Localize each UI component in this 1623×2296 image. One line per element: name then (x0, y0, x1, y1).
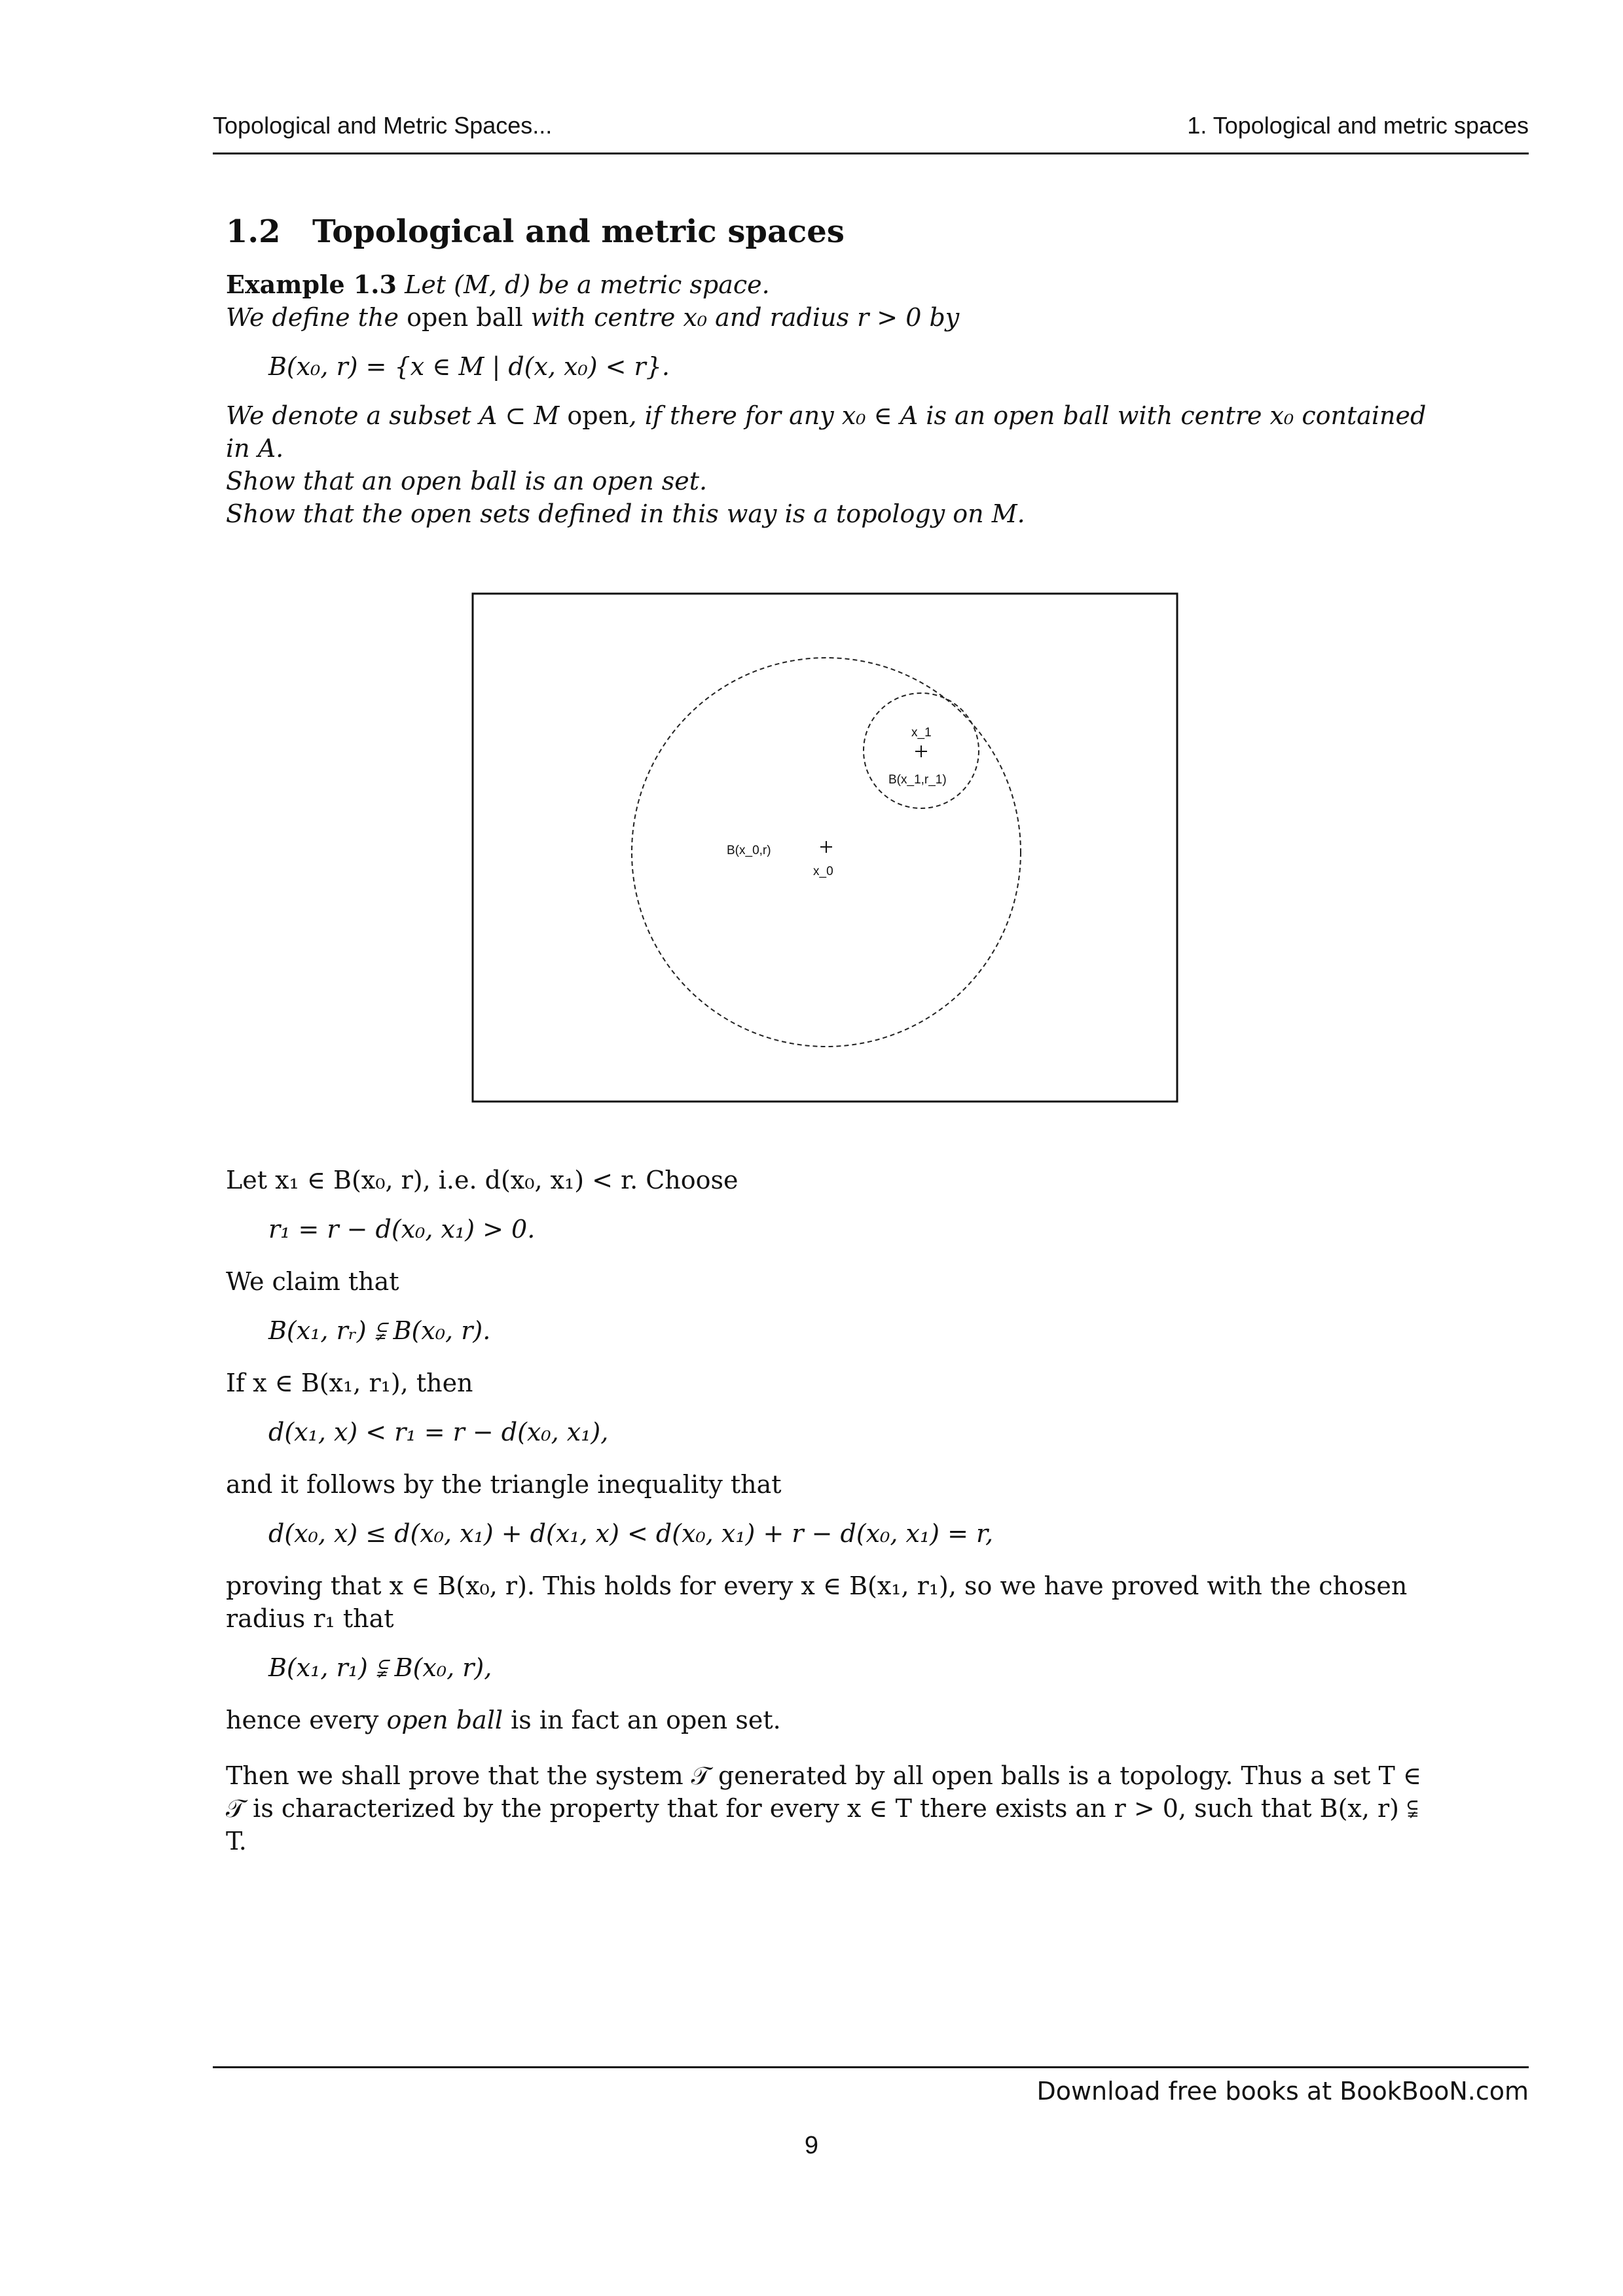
label-small-ball: B(x_1,r_1) (888, 773, 947, 787)
proof-para-2: We claim that (226, 1267, 399, 1296)
proof-para-7: Then we shall prove that the system 𝒯 generated by all open balls is a topology. Thus a set T ∈ 𝒯 is characterized by the property that for every x ∈ T there exists an r > 0, such that B(x, r) ⫋ T. (226, 1761, 1421, 1856)
running-header-right: 1. Topological and metric spaces (1187, 112, 1529, 139)
example-line3-pre: We denote a subset A ⊂ M (226, 401, 560, 430)
proof-para-1: Let x₁ ∈ B(x₀, r), i.e. d(x₀, x₁) < r. Choose (226, 1166, 739, 1194)
running-header-left: Topological and Metric Spaces... (213, 112, 553, 139)
open-ball-figure (471, 592, 1178, 1103)
proof-formula-2: B(x₁, rᵣ) ⫋ B(x₀, r). (268, 1316, 491, 1345)
example-line2-post: with centre x₀ and radius r > 0 by (530, 303, 960, 332)
label-x0: x_0 (813, 865, 833, 878)
proof-para-4: and it follows by the triangle inequality that (226, 1470, 782, 1499)
proof-para6-pre: hence every (226, 1706, 379, 1734)
example-line-5: Show that the open sets defined in this way is a topology on M. (226, 499, 1025, 528)
proof-para-6 (226, 1704, 1431, 1736)
term-open-ball-emph: open ball (386, 1706, 503, 1734)
proof-para6-post: is in fact an open set. (511, 1706, 781, 1734)
example-label: Example 1.3 (226, 270, 397, 299)
label-big-ball: B(x_0,r) (727, 844, 771, 857)
proof-formula-1: r₁ = r − d(x₀, x₁) > 0. (268, 1215, 536, 1244)
center-x0-marker (820, 841, 832, 853)
proof-formula-3: d(x₁, x) < r₁ = r − d(x₀, x₁), (268, 1418, 609, 1446)
header-rule (213, 152, 1529, 154)
section-number: 1.2 (226, 213, 281, 250)
page-number: 9 (804, 2132, 819, 2159)
example-line-2 (226, 301, 1431, 334)
center-x1-marker (915, 745, 927, 757)
example-line2-pre: We define the (226, 303, 399, 332)
example-line1-text: Let (M, d) be a metric space. (405, 270, 770, 299)
example-line-1 (226, 268, 1431, 301)
label-x1: x_1 (911, 726, 932, 740)
proof-formula-5: B(x₁, r₁) ⫋ B(x₀, r), (268, 1653, 492, 1682)
section-heading (226, 211, 845, 253)
open-ball-formula: B(x₀, r) = {x ∈ M | d(x, x₀) < r}. (268, 352, 670, 381)
download-link[interactable]: Download free books at BookBooN.com (1036, 2077, 1529, 2106)
example-line3-post: , if there for any x₀ ∈ A is an open ball with centre x₀ contained in A. (226, 401, 1427, 463)
footer-rule (213, 2066, 1529, 2068)
proof-para-3: If x ∈ B(x₁, r₁), then (226, 1369, 473, 1397)
proof-para-5: proving that x ∈ B(x₀, r). This holds for every x ∈ B(x₁, r₁), so we have proved with the chosen radius r₁ that (226, 1571, 1408, 1633)
example-line-3 (226, 399, 1431, 465)
proof-formula-4: d(x₀, x) ≤ d(x₀, x₁) + d(x₁, x) < d(x₀, x₁) + r − d(x₀, x₁) = r, (268, 1519, 994, 1548)
section-title: Topological and metric spaces (312, 213, 845, 250)
term-open: open (567, 401, 629, 430)
example-line-4: Show that an open ball is an open set. (226, 467, 708, 495)
term-open-ball: open ball (407, 303, 523, 332)
